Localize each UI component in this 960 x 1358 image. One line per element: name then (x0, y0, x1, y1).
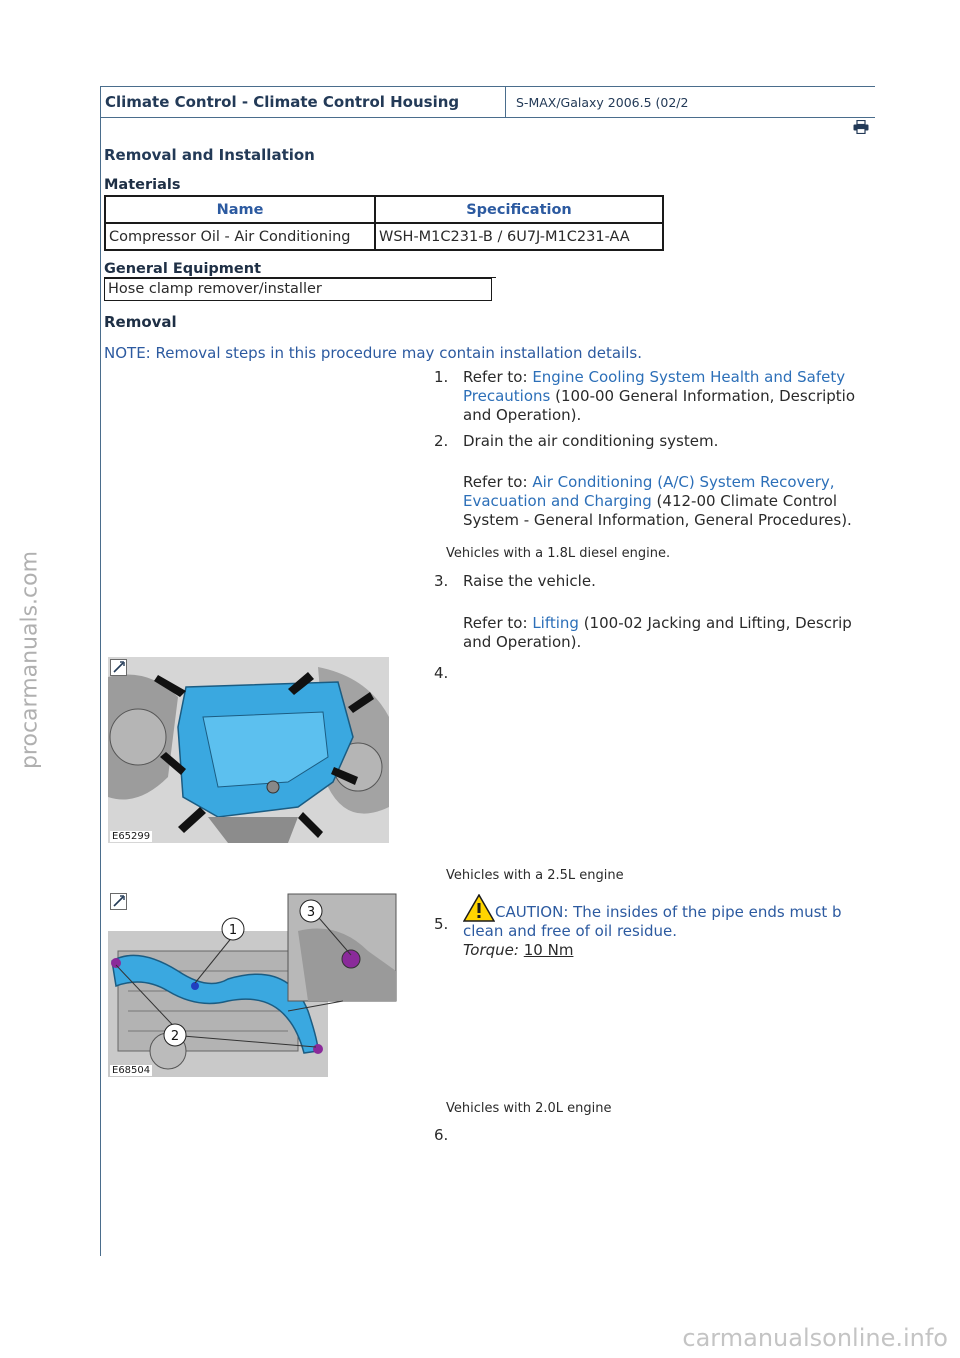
general-equipment-heading: General Equipment (104, 261, 262, 277)
side-watermark-text: procarmanuals.com (17, 550, 43, 770)
torque-value[interactable]: 10 Nm (523, 941, 574, 959)
step-3-instruction: Raise the vehicle. (463, 572, 596, 590)
document-header (100, 86, 875, 118)
column-header-specification: Specification (375, 196, 663, 223)
materials-table (104, 195, 664, 251)
equipment-item: Hose clamp remover/installer (104, 278, 492, 301)
engine-25-caption: Vehicles with a 2.5L engine (446, 868, 624, 883)
step-5-caution-block (463, 894, 873, 960)
step-1-text (463, 368, 873, 425)
step-number: 5. (434, 915, 449, 933)
undershield-illustration[interactable] (108, 657, 389, 843)
column-header-name: Name (105, 196, 375, 223)
step-3-reference-block (463, 614, 873, 652)
print-icon[interactable] (853, 120, 869, 134)
step-number: 4. (434, 664, 449, 682)
caution-text: CAUTION: The insides of the pipe ends must b clean and free of oil residue. (463, 903, 842, 940)
callout-3: 3 (306, 905, 316, 920)
figure-code: E68504 (112, 1065, 151, 1076)
refer-label: Refer to: (463, 614, 533, 632)
diesel-caption: Vehicles with a 1.8L diesel engine. (446, 546, 671, 561)
health-safety-link[interactable]: Engine Cooling System Health and Safety Precautions (463, 368, 846, 405)
torque-label: Torque: (463, 941, 519, 959)
zoom-icon[interactable] (110, 893, 127, 910)
removal-note: NOTE: Removal steps in this procedure may contain installation details. (104, 344, 642, 362)
materials-heading: Materials (104, 177, 181, 193)
step-2-instruction: Drain the air conditioning system. (463, 432, 719, 450)
refer-label: Refer to: (463, 368, 533, 386)
ac-recovery-link[interactable]: Air Conditioning (A/C) System Recovery, Evacuation and Charging (463, 473, 835, 510)
document-title: Climate Control - Climate Control Housing (100, 87, 506, 117)
material-name: Compressor Oil - Air Conditioning (105, 223, 375, 250)
warning-triangle-icon (463, 894, 495, 922)
step-number: 3. (434, 572, 449, 590)
step-2-reference-block (463, 473, 873, 530)
side-watermark (8, 550, 48, 780)
engine-20-caption: Vehicles with 2.0L engine (446, 1101, 612, 1116)
intake-pipe-illustration[interactable] (108, 891, 398, 1077)
section-title: Removal and Installation (104, 146, 315, 164)
lifting-link[interactable]: Lifting (532, 614, 579, 632)
step-3-reference: (100-02 Jacking and Lifting, Descrip and Operation). (463, 614, 852, 651)
bottom-watermark: carmanualsonline.info (682, 1324, 948, 1352)
material-specification: WSH-M1C231-B / 6U7J-M1C231-AA (375, 223, 663, 250)
step-number: 1. (434, 368, 449, 386)
step-number: 2. (434, 432, 449, 450)
table-row (105, 223, 663, 250)
step-number: 6. (434, 1126, 449, 1144)
callout-2: 2 (170, 1029, 180, 1044)
callout-1: 1 (228, 923, 238, 938)
zoom-icon[interactable] (110, 659, 127, 676)
removal-heading: Removal (104, 313, 177, 331)
refer-label: Refer to: (463, 473, 533, 491)
materials-header-row (105, 196, 663, 223)
vehicle-model: S-MAX/Galaxy 2006.5 (02/2 (516, 94, 689, 110)
step-1-reference: (100-00 General Information, Descriptio and Operation). (463, 387, 856, 424)
step-2-reference: (412-00 Climate Control System - General Information, General Procedures). (463, 492, 852, 529)
intake-pipe-drawing (108, 891, 398, 1077)
undershield-drawing (108, 657, 389, 843)
figure-code: E65299 (112, 831, 151, 842)
